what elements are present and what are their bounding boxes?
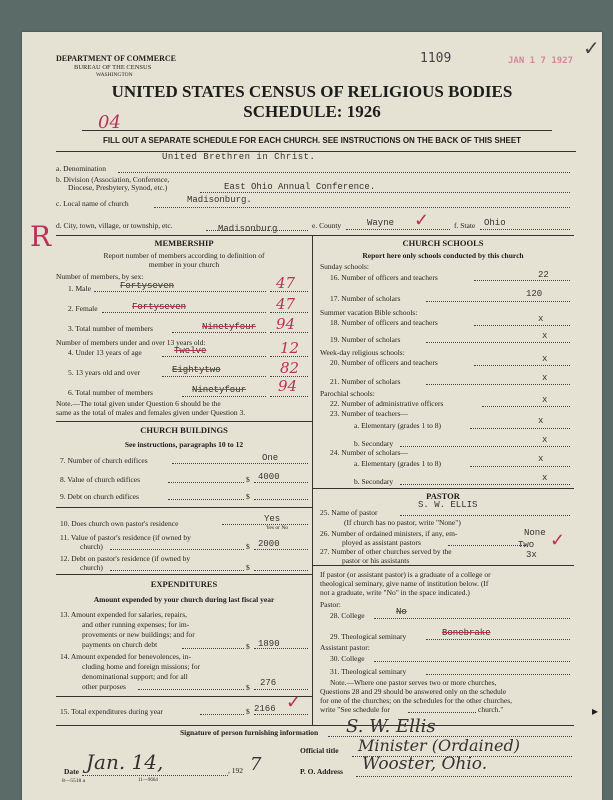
parochial-label: Parochial schools:: [320, 389, 375, 398]
q23a-label: a. Elementary (grades 1 to 8): [354, 421, 442, 430]
pastor-heading: PASTOR: [426, 491, 460, 501]
q4-words: Twelve: [174, 346, 207, 356]
q11-value: 2000: [258, 539, 280, 549]
graduate-note-2: theological seminary, give name of institution below. (If: [320, 579, 489, 588]
q10-label: 10. Does church own pastor's residence: [60, 519, 179, 528]
membership-note-2: same as the total of males and females given under Question 3.: [56, 408, 246, 417]
check-icon: ✓: [414, 210, 430, 230]
form-title: UNITED STATES CENSUS OF RELIGIOUS BODIES: [111, 82, 513, 101]
q4-value: 12: [280, 339, 300, 357]
q23b-label: b. Secondary: [354, 439, 394, 448]
year-prefix: , 192: [228, 766, 243, 775]
q26-value: None: [524, 528, 546, 538]
q19-label: 19. Number of scholars: [330, 335, 401, 344]
q14-label-2: cluding home and foreign missions; for: [82, 662, 201, 671]
city-value: Madisonburg: [218, 224, 278, 234]
q14-label-4: other purposes: [82, 682, 126, 691]
q10-hint: Yes or No: [266, 525, 289, 531]
pastor-note-4: write "See schedule for: [320, 705, 390, 714]
census-form: [22, 32, 602, 800]
q15-label: 15. Total expenditures during year: [60, 707, 163, 716]
state-label: f. State: [454, 221, 476, 230]
sunday-label: Sunday schools:: [320, 262, 369, 271]
q5-label: 5. 13 years old and over: [68, 368, 141, 377]
q5-value: 82: [280, 359, 300, 377]
q15-value: 2166: [254, 704, 276, 714]
denomination-label: a. Denomination: [56, 164, 106, 173]
q23-label: 23. Number of teachers—: [330, 409, 408, 418]
expenditures-sub: Amount expended by your church during last fiscal year: [93, 595, 275, 604]
membership-sub-1: Report number of members according to definition of: [103, 251, 265, 260]
print-code: 11—9664: [138, 778, 158, 783]
q13-label-2: and other running expenses; for im-: [82, 620, 190, 629]
dollar-sign: $: [246, 642, 250, 651]
q25-value: S. W. ELLIS: [418, 500, 478, 510]
q8-label: 8. Value of church edifices: [60, 475, 141, 484]
pastor-note-2: Questions 28 and 29 should be answered only on the schedule: [320, 687, 507, 696]
red-annotation: 04: [98, 112, 121, 133]
q13-label-3: provements or new buildings; and for: [82, 630, 195, 639]
q16-label: 16. Number of officers and teachers: [330, 273, 438, 282]
membership-heading: MEMBERSHIP: [154, 238, 214, 248]
assistant-sub-label: Assistant pastor:: [320, 643, 370, 652]
check-icon: ✓: [550, 530, 566, 550]
form-number: 8—5518 a: [62, 778, 86, 784]
q28-value: No: [396, 607, 407, 617]
address-value: Wooster, Ohio.: [362, 754, 488, 774]
dollar-sign: $: [246, 542, 250, 551]
q23b-value: x: [542, 435, 548, 445]
q30-label: 30. College: [330, 654, 365, 663]
q22-label: 22. Number of administrative officers: [330, 399, 444, 408]
check-icon: ✓: [583, 36, 600, 60]
division-value: East Ohio Annual Conference.: [224, 182, 376, 192]
q4-label: 4. Under 13 years of age: [68, 348, 142, 357]
q3-words: Ninetyfour: [202, 322, 257, 332]
buildings-heading: CHURCH BUILDINGS: [140, 425, 228, 435]
q26-label-1: 26. Number of ordained ministers, if any, em-: [320, 529, 458, 538]
official-title-value: Minister (Ordained): [358, 736, 520, 755]
dollar-sign: $: [246, 683, 250, 692]
q19-value: x: [542, 331, 548, 341]
q18-label: 18. Number of officers and teachers: [330, 318, 438, 327]
q23a-value: x: [538, 416, 544, 426]
q20-value: x: [542, 354, 548, 364]
q18-value: x: [538, 314, 544, 324]
signature-label: Signature of person furnishing information: [180, 728, 319, 737]
q10-value: Yes: [264, 514, 281, 524]
city-label: d. City, town, village, or township, etc.: [56, 221, 173, 230]
q2-value: 47: [276, 295, 296, 313]
date-value: Jan. 14,: [86, 750, 164, 774]
q20-label: 20. Number of officers and teachers: [330, 358, 438, 367]
q12-label-2: church): [80, 563, 103, 572]
bureau-label: BUREAU OF THE CENSUS: [74, 64, 152, 71]
q14-label-3: denominational support; and for all: [82, 672, 188, 681]
schedule-title: SCHEDULE: 1926: [243, 102, 381, 121]
expenditures-heading: EXPENDITURES: [150, 579, 218, 589]
summer-label: Summer vacation Bible schools:: [320, 308, 418, 317]
schools-heading: CHURCH SCHOOLS: [402, 238, 484, 248]
q26-label-2: ployed as assistant pastors: [342, 538, 421, 547]
signature-value: S. W. Ellis: [346, 716, 436, 737]
q28-label: 28. College: [330, 611, 365, 620]
q27-extra: 3x: [526, 550, 537, 560]
margin-mark: R: [30, 220, 52, 253]
q14-label-1: 14. Amount expended for benevolences, in-: [60, 652, 192, 661]
q1-value: 47: [276, 274, 296, 292]
division-label-1: b. Division (Association, Conference,: [56, 175, 170, 184]
q24a-value: x: [538, 454, 544, 464]
state-value: Ohio: [484, 218, 506, 228]
q29-label: 29. Theological seminary: [330, 632, 407, 641]
q24b-label: b. Secondary: [354, 477, 394, 486]
graduate-note-3: not a graduate, write "No" in the space indicated.): [320, 588, 470, 597]
q8-value: 4000: [258, 472, 280, 482]
weekday-label: Week-day religious schools:: [320, 348, 405, 357]
q22-value: x: [542, 395, 548, 405]
pen-mark: ▸: [592, 704, 599, 718]
pastor-note-1: Note.—Where one pastor serves two or more churches,: [330, 678, 497, 687]
q2-words: Fortyseven: [132, 302, 187, 312]
q29-value: Bonebrake: [442, 628, 491, 638]
dollar-sign: $: [246, 492, 250, 501]
q3-value: 94: [276, 315, 296, 333]
q2-label: 2. Female: [68, 304, 98, 313]
pastor-note-3: for one of the churches; on the schedules for the other churches,: [320, 696, 513, 705]
graduate-note-1: If pastor (or assistant pastor) is a graduate of a college or: [320, 570, 491, 579]
address-label: P. O. Address: [300, 767, 343, 776]
check-icon: ✓: [286, 692, 302, 712]
pastor-sub-label: Pastor:: [320, 600, 341, 609]
city-label: WASHINGTON: [96, 72, 133, 78]
q11-label-1: 11. Value of pastor's residence (if owned by: [60, 533, 191, 542]
q21-label: 21. Number of scholars: [330, 377, 401, 386]
q14-value: 276: [260, 678, 277, 688]
received-stamp: JAN 1 7 1927: [508, 56, 574, 66]
membership-sub-2: member in your church: [148, 260, 220, 269]
q7-value: One: [262, 453, 279, 463]
q3-label: 3. Total number of members: [68, 324, 153, 333]
q13-label-4: payments on church debt: [82, 640, 158, 649]
q24b-value: x: [542, 473, 548, 483]
county-label: e. County: [312, 221, 342, 230]
serial-number: 1109: [420, 51, 452, 66]
q24-label: 24. Number of scholars—: [330, 448, 408, 457]
dollar-sign: $: [246, 707, 250, 716]
q25-label: 25. Name of pastor: [320, 508, 378, 517]
q6-label: 6. Total number of members: [68, 388, 153, 397]
year-digit: 7: [250, 754, 262, 775]
dollar-sign: $: [246, 563, 250, 572]
buildings-sub: See instructions, paragraphs 10 to 12: [124, 440, 244, 449]
q13-label-1: 13. Amount expended for salaries, repairs,: [60, 610, 188, 619]
department-label: DEPARTMENT OF COMMERCE: [56, 54, 177, 63]
official-title-label: Official title: [300, 746, 339, 755]
church-name-value: Madisonburg.: [187, 195, 252, 205]
membership-note-1: Note.—The total given under Question 6 should be the: [56, 399, 221, 408]
q1-words: Fortyseven: [120, 281, 175, 291]
denomination-value: United Brethren in Christ.: [162, 152, 316, 162]
county-value: Wayne: [367, 218, 395, 228]
by-age-label: Number of members under and over 13 years old:: [56, 338, 206, 347]
q6-words: Ninetyfour: [192, 385, 247, 395]
church-name-label: c. Local name of church: [56, 199, 129, 208]
date-label: Date: [64, 767, 79, 776]
instruction-line: FILL OUT A SEPARATE SCHEDULE FOR EACH CHURCH. SEE INSTRUCTIONS ON THE BACK OF THIS SHEET: [102, 136, 522, 145]
q27-value: Two: [518, 540, 535, 550]
schools-sub: Report here only schools conducted by this church: [362, 251, 524, 260]
q24a-label: a. Elementary (grades 1 to 8): [354, 459, 442, 468]
q12-label-1: 12. Debt on pastor's residence (if owned by: [60, 554, 191, 563]
q25-hint: (If church has no pastor, write "None"): [344, 518, 461, 527]
q27-label-2: pastor or his assistants: [342, 556, 410, 565]
q11-label-2: church): [80, 542, 103, 551]
dollar-sign: $: [246, 475, 250, 484]
by-sex-label: Number of members, by sex:: [56, 272, 144, 281]
q5-words: Eightytwo: [172, 365, 221, 375]
q21-value: x: [542, 373, 548, 383]
q17-value: 120: [526, 289, 543, 299]
q6-value: 94: [278, 377, 298, 395]
q17-label: 17. Number of scholars: [330, 294, 401, 303]
q7-label: 7. Number of church edifices: [60, 456, 148, 465]
q13-value: 1890: [258, 639, 280, 649]
q9-label: 9. Debt on church edifices: [60, 492, 139, 501]
pastor-note-5: church.": [478, 705, 504, 714]
q31-label: 31. Theological seminary: [330, 667, 407, 676]
division-label-2: Diocese, Presbytery, Synod, etc.): [68, 183, 168, 192]
q27-label-1: 27. Number of other churches served by the: [320, 547, 452, 556]
q1-label: 1. Male: [68, 284, 91, 293]
q16-value: 22: [538, 270, 549, 280]
